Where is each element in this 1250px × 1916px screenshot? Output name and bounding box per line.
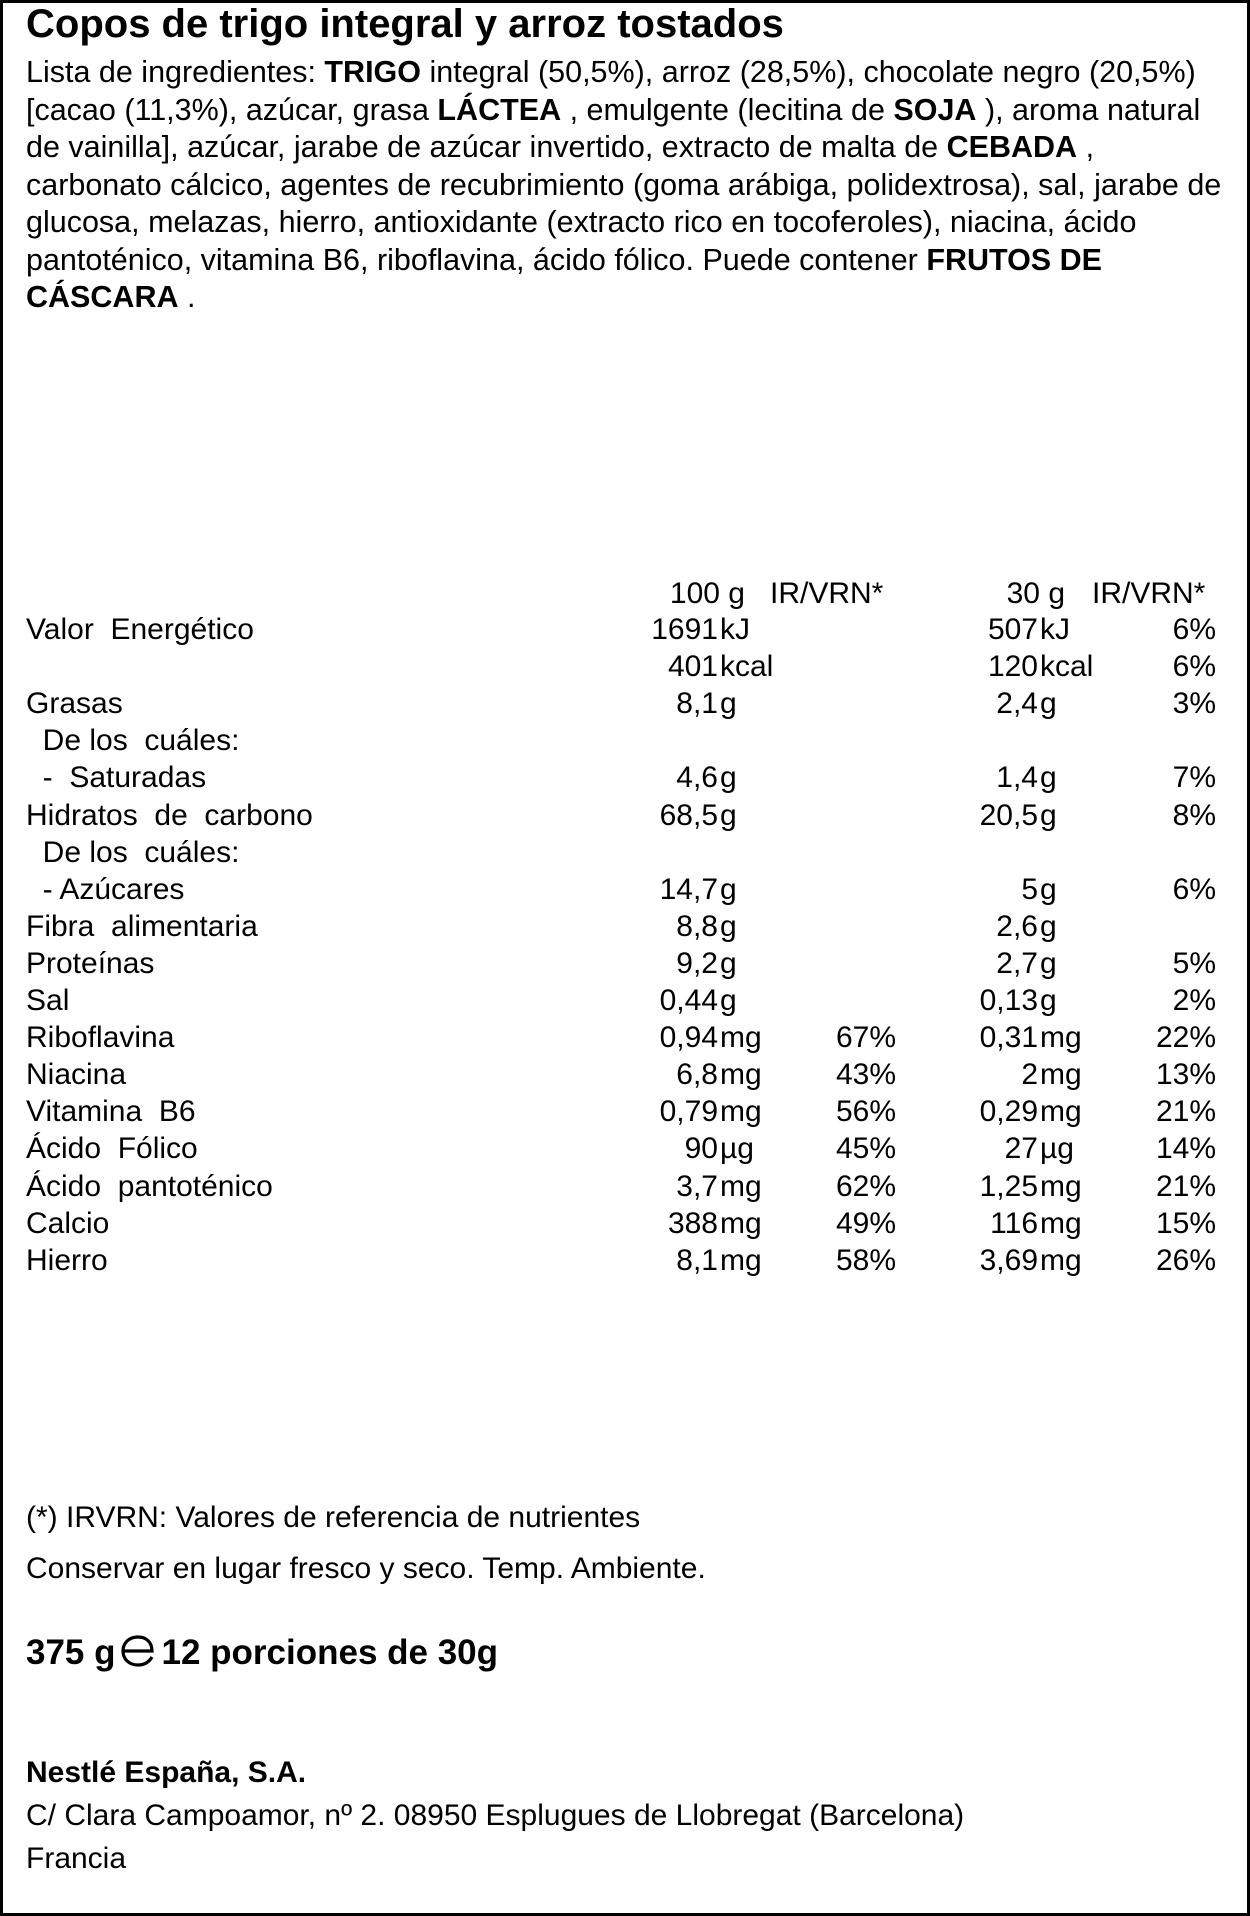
manufacturer-address: C/ Clara Campoamor, nº 2. 08950 Esplugues de Llobregat (Barcelona) <box>26 1799 965 1832</box>
nutrient-ir30: 2% <box>1172 984 1216 1017</box>
header-ir-100g: IR/VRN* <box>770 577 884 610</box>
nutrient-u30: g <box>1040 872 1057 906</box>
nutrient-label: Niacina <box>26 1058 127 1092</box>
header-ir-30g: IR/VRN* <box>1092 577 1206 610</box>
nutrient-label: Fibra alimentaria <box>26 909 258 943</box>
nutrient-ir30: 15% <box>1155 1206 1216 1240</box>
nutrient-u30: kJ <box>1040 613 1070 646</box>
nutrient-u100: mg <box>720 1095 762 1129</box>
nutrient-label: Sal <box>26 984 70 1017</box>
nutrient-u100: g <box>720 761 737 795</box>
nutrient-ir100: 58% <box>835 1243 896 1277</box>
header-per-100g: 100 g <box>669 577 745 610</box>
nutrient-ir30: 21% <box>1155 1169 1216 1203</box>
nutrient-u30: mg <box>1040 1058 1082 1092</box>
allergen-highlight: LÁCTEA <box>437 92 562 127</box>
nutrient-ir100: 45% <box>835 1132 896 1166</box>
allergen-highlight: CEBADA <box>946 130 1078 164</box>
nutrient-ir30: 5% <box>1172 946 1216 980</box>
nutrient-v100: 0,44 <box>659 984 718 1017</box>
ingredients-text: Lista de ingredientes: <box>26 55 325 89</box>
ingredients-text: , emulgente (lecitina de <box>561 92 894 127</box>
nutrient-label: Calcio <box>26 1206 110 1240</box>
estimated-e-mark-icon <box>120 1634 156 1677</box>
nutrient-u30: g <box>1040 909 1057 943</box>
nutrient-v100: 388 <box>667 1206 718 1240</box>
nutrient-v100: 9,2 <box>676 946 718 980</box>
nutrient-v30: 2,6 <box>996 909 1038 943</box>
nutrient-v100: 0,79 <box>659 1095 718 1129</box>
nutrient-label: De los cuáles: <box>26 835 240 869</box>
nutrient-ir30: 6% <box>1172 613 1216 646</box>
header-per-30g: 30 g <box>1006 577 1065 610</box>
nutrient-ir30: 8% <box>1172 798 1216 832</box>
nutrient-ir30: 26% <box>1155 1243 1216 1277</box>
nutrient-u100: kJ <box>720 613 750 646</box>
nutrient-u30: g <box>1040 761 1057 795</box>
nutrient-v100: 6,8 <box>676 1058 718 1092</box>
nutrient-u100: mg <box>720 1169 762 1203</box>
nutrient-v100: 3,7 <box>676 1169 718 1203</box>
nutrient-label: - Saturadas <box>26 761 207 795</box>
nutrient-u100: mg <box>720 1243 762 1277</box>
nutrient-u100: g <box>720 909 737 943</box>
nutrient-u30: mg <box>1040 1021 1082 1055</box>
nutrient-u30: kcal <box>1040 650 1094 684</box>
nutrient-label: - Azúcares <box>26 872 185 906</box>
nutrient-u30: mg <box>1040 1243 1082 1277</box>
nutrient-v100: 90 <box>684 1132 718 1166</box>
nutrient-ir30: 21% <box>1155 1095 1216 1129</box>
nutrient-u30: g <box>1040 798 1057 832</box>
nutrient-v100: 0,94 <box>659 1021 718 1055</box>
nutrient-v30: 2,7 <box>996 946 1038 980</box>
portions-count: 12 porciones de 30g <box>161 1633 499 1672</box>
nutrient-v30: 507 <box>987 613 1038 646</box>
nutrient-v30: 1,4 <box>996 761 1038 795</box>
nutrient-label: Ácido Fólico <box>26 1132 198 1166</box>
nutrient-label: De los cuáles: <box>26 724 240 758</box>
nutrient-u30: g <box>1040 984 1057 1017</box>
nutrient-u100: g <box>720 798 737 832</box>
nutrient-label: Vitamina B6 <box>26 1095 196 1129</box>
nutrient-label: Grasas <box>26 687 123 721</box>
nutrient-u100: g <box>720 872 737 906</box>
nutrient-v30: 0,31 <box>979 1021 1038 1055</box>
nutrient-label: Proteínas <box>26 946 155 980</box>
nutrient-v100: 8,1 <box>676 687 718 721</box>
nutrient-v30: 120 <box>987 650 1038 684</box>
nutrient-ir100: 49% <box>835 1206 896 1240</box>
nutrient-u100: g <box>720 984 737 1017</box>
nutrient-v30: 2 <box>1021 1058 1038 1092</box>
nutrient-u30: mg <box>1040 1169 1082 1203</box>
nutrient-v30: 27 <box>1004 1132 1038 1166</box>
nutrient-ir100: 62% <box>835 1169 896 1203</box>
nutrient-label: Riboflavina <box>26 1021 175 1055</box>
nutrient-ir30: 13% <box>1155 1058 1216 1092</box>
nutrient-v30: 5 <box>1021 872 1038 906</box>
nutrient-u30: g <box>1040 687 1057 721</box>
net-weight-amount: 375 g <box>26 1633 116 1672</box>
nutrient-label: Hierro <box>26 1243 108 1277</box>
net-weight <box>26 1633 498 1677</box>
nutrient-u100: mg <box>720 1058 762 1092</box>
nutrient-ir100: 43% <box>835 1058 896 1092</box>
nutrient-ir30: 3% <box>1172 687 1216 721</box>
allergen-highlight: SOJA <box>893 92 977 127</box>
nutrient-v100: 8,1 <box>676 1243 718 1277</box>
nutrient-v100: 1691 <box>651 613 718 646</box>
storage-instructions: Conservar en lugar fresco y seco. Temp. Ambiente. <box>26 1552 706 1585</box>
nutrient-u30: mg <box>1040 1095 1082 1129</box>
ingredients-text: ), aroma natural de vainilla], azúcar, jarabe de azúcar invertido, extracto de malta de <box>26 92 1201 164</box>
nutrient-u100: g <box>720 946 737 980</box>
manufacturer-name: Nestlé España, S.A. <box>26 1756 307 1789</box>
nutrient-label: Valor Energético <box>26 613 254 646</box>
ingredients-text: . <box>178 280 196 314</box>
nutrient-u100: mg <box>720 1021 762 1055</box>
allergen-highlight: FRUTOS DE CÁSCARA <box>26 242 1102 314</box>
nutrient-u30: mg <box>1040 1206 1082 1240</box>
nutrient-v100: 4,6 <box>676 761 718 795</box>
nutrient-v100: 8,8 <box>676 909 718 943</box>
allergen-highlight: TRIGO <box>324 55 422 89</box>
nutrient-u100: kcal <box>720 650 774 684</box>
nutrient-v30: 2,4 <box>996 687 1038 721</box>
ingredients-text: integral (50,5%), arroz (28,5%), chocolate negro (20,5%) [cacao (11,3%), azúcar, grasa <box>26 55 1196 127</box>
nutrient-ir100: 56% <box>835 1095 896 1129</box>
nutrient-v30: 3,69 <box>979 1243 1038 1277</box>
nutrient-u100: g <box>720 687 737 721</box>
ingredients-text: , carbonato cálcico, agentes de recubrimiento (goma arábiga, polidextrosa), sal, jarabe de glucosa, melazas, hierro, antioxidante (extracto rico en tocoferoles), niacina, ácido pantoténico, vitamina B6, riboflavina, ácido fólico. Puede contener <box>26 130 1222 277</box>
country-of-origin: Francia <box>26 1842 127 1875</box>
nutrient-v30: 0,29 <box>979 1095 1038 1129</box>
nutrient-ir100: 67% <box>835 1021 896 1055</box>
product-title: Copos de trigo integral y arroz tostados <box>26 2 784 46</box>
nutrient-ir30: 6% <box>1172 650 1216 684</box>
nutrient-u30: g <box>1040 946 1057 980</box>
nutrient-ir30: 22% <box>1155 1021 1216 1055</box>
nutrient-v30: 1,25 <box>979 1169 1038 1203</box>
nutrient-ir30: 14% <box>1155 1132 1216 1166</box>
nutrient-u100: mg <box>720 1206 762 1240</box>
nutrient-u30: µg <box>1040 1132 1074 1166</box>
nutrient-v30: 0,13 <box>979 984 1038 1017</box>
nutrient-ir30: 7% <box>1172 761 1216 795</box>
nutrient-v100: 14,7 <box>659 872 718 906</box>
nutrient-v100: 401 <box>667 650 718 684</box>
nutrient-ir30: 6% <box>1172 872 1216 906</box>
footnote-irvrn: (*) IRVRN: Valores de referencia de nutrientes <box>26 1501 641 1534</box>
nutrient-u100: µg <box>720 1132 754 1166</box>
nutrient-label: Hidratos de carbono <box>26 798 313 832</box>
nutrient-v30: 116 <box>990 1206 1038 1240</box>
nutrient-v100: 68,5 <box>659 798 718 832</box>
nutrient-v30: 20,5 <box>979 798 1038 832</box>
nutrient-label: Ácido pantoténico <box>26 1169 273 1203</box>
